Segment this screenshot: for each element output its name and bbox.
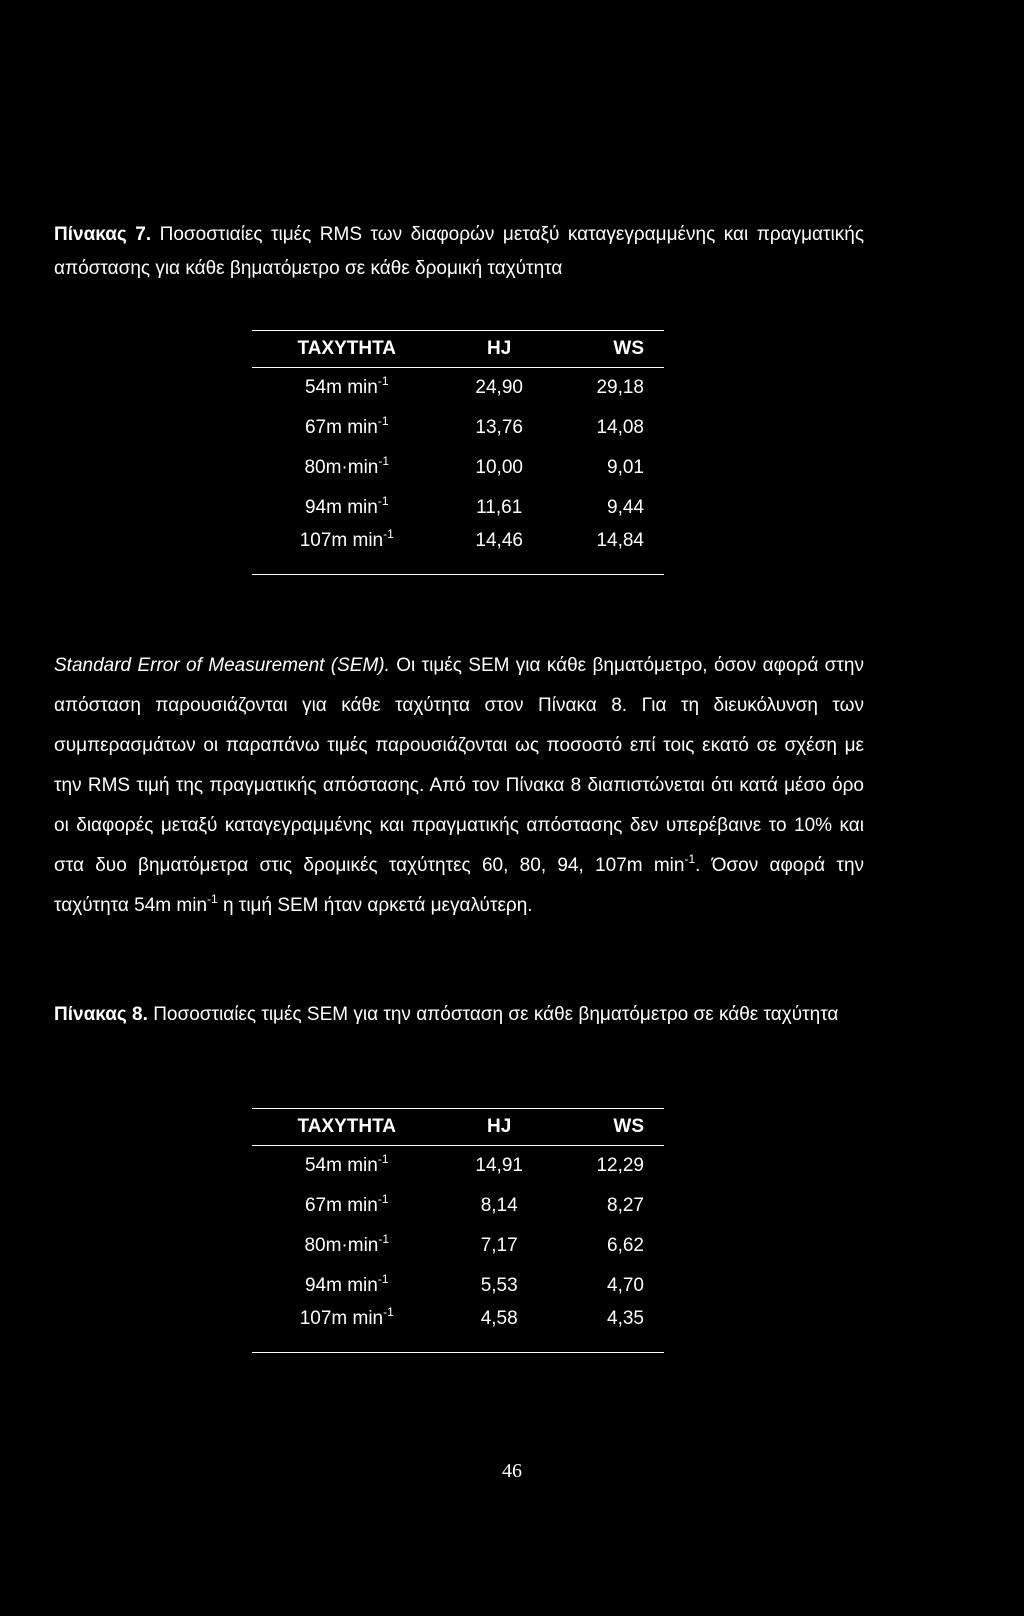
- hj-cell: 24,90: [475, 377, 523, 398]
- speed-cell: 67m $\min^{-1}$: [304, 1192, 389, 1216]
- paragraph-text-c: η τιμή SEM ήταν αρκετά μεγαλύτερη.: [217, 895, 533, 916]
- speed-cell: 67m $\min^{-1}$: [304, 414, 389, 438]
- paragraph-title: Standard Error of Measurement (SEM).: [54, 655, 390, 676]
- table7-caption: [54, 218, 864, 286]
- table-row: [252, 408, 664, 448]
- table8-header-speed: ΤΑΧΥΤΗΤΑ: [252, 1109, 442, 1146]
- ws-cell: 14,08: [596, 417, 644, 438]
- table-row: [252, 488, 664, 528]
- ws-cell: 8,27: [607, 1195, 644, 1216]
- ws-cell: 9,44: [607, 497, 644, 518]
- table8-caption: [54, 998, 864, 1032]
- ws-cell: 4,70: [607, 1275, 644, 1296]
- ws-cell: 4,35: [557, 1306, 664, 1353]
- speed-cell: 94m $\min^{-1}$: [304, 494, 389, 518]
- table8-caption-text: Ποσοστιαίες τιμές SEM για την απόσταση σε κάθε βηματόμετρο σε κάθε ταχύτητα: [153, 1004, 839, 1025]
- table7-header-speed: ΤΑΧΥΤΗΤΑ: [252, 331, 442, 368]
- body-paragraph: [54, 646, 864, 926]
- table8-header-ws: WS: [557, 1109, 664, 1146]
- table-row: [252, 1266, 664, 1306]
- hj-cell: 14,91: [475, 1155, 523, 1176]
- table-row: [252, 1226, 664, 1266]
- hj-cell: 14,46: [442, 528, 557, 575]
- ws-cell: 12,29: [596, 1155, 644, 1176]
- table7-label: Πίνακας 7.: [54, 224, 152, 245]
- ws-cell: 14,84: [557, 528, 664, 575]
- speed-cell: $80m\cdot\min^{-1}$: [304, 1232, 390, 1256]
- table7: [252, 330, 664, 575]
- hj-cell: 13,76: [475, 417, 523, 438]
- table8: [252, 1108, 664, 1353]
- table7-caption-text: Ποσοστιαίες τιμές RMS των διαφορών μεταξύ καταγεγραμμένης και πραγματικής απόστασης για κάθε βηματόμετρο σε κάθε δρομική ταχύτητα: [54, 224, 864, 279]
- table-row: [252, 1186, 664, 1226]
- speed-cell: 94m $\min^{-1}$: [304, 1272, 389, 1296]
- table8-label: Πίνακας 8.: [54, 1004, 148, 1025]
- table8-header-row: [252, 1109, 664, 1146]
- table-row: [252, 368, 664, 409]
- speed-cell: 107m $\min^{-1}$: [252, 1306, 442, 1353]
- table7-header-row: [252, 331, 664, 368]
- hj-cell: 7,17: [480, 1235, 518, 1256]
- table-row: [252, 448, 664, 488]
- paragraph-text-b: . Όσον αφορά την ταχύτητα 54m min: [54, 855, 865, 916]
- table-row: [252, 1306, 664, 1353]
- speed-cell: 107m $\min^{-1}$: [252, 528, 442, 575]
- speed-cell: $80m\cdot\min^{-1}$: [304, 454, 390, 478]
- table7-header-ws: WS: [557, 331, 664, 368]
- ws-cell: 9,01: [607, 457, 644, 478]
- hj-cell: 4,58: [442, 1306, 557, 1353]
- ws-cell: 29,18: [596, 377, 644, 398]
- paragraph-text-a: Οι τιμές SEM για κάθε βηματόμετρο, όσον αφορά στην απόσταση παρουσιάζονται για κάθε ταχύτητα στον Πίνακα 8. Για τη διευκόλυνση των συμπερασμάτων οι παραπάνω τιμές παρουσιάζονται ως ποσοστό επί τοις εκατό σε σχέση με την RMS τιμή της πραγματικής απόστασης. Από τον Πίνακα 8 διαπιστώνεται ότι κατά μέσο όρο οι διαφορές μεταξύ καταγεγραμμένης και πραγματικής απόστασης δεν υπερέβαινε το 10% και στα δυο βηματόμετρα στις δρομικές ταχύτητες 60, 80, 94, 107m min: [54, 655, 864, 876]
- ws-cell: 6,62: [607, 1235, 644, 1256]
- table-row: [252, 528, 664, 575]
- paragraph-sup-b: -1: [207, 892, 218, 906]
- hj-cell: 11,61: [476, 497, 523, 518]
- speed-cell: 54m $\min^{-1}$: [304, 1152, 389, 1176]
- table7-header-hj: HJ: [442, 331, 557, 368]
- speed-cell: 54m $\min^{-1}$: [304, 374, 389, 398]
- hj-cell: 10,00: [475, 457, 523, 478]
- table-row: [252, 1146, 664, 1187]
- hj-cell: 8,14: [480, 1195, 518, 1216]
- table8-header-hj: HJ: [442, 1109, 557, 1146]
- hj-cell: 5,53: [480, 1275, 518, 1296]
- paragraph-sup-a: -1: [684, 852, 696, 866]
- page-number: 46: [502, 1460, 522, 1482]
